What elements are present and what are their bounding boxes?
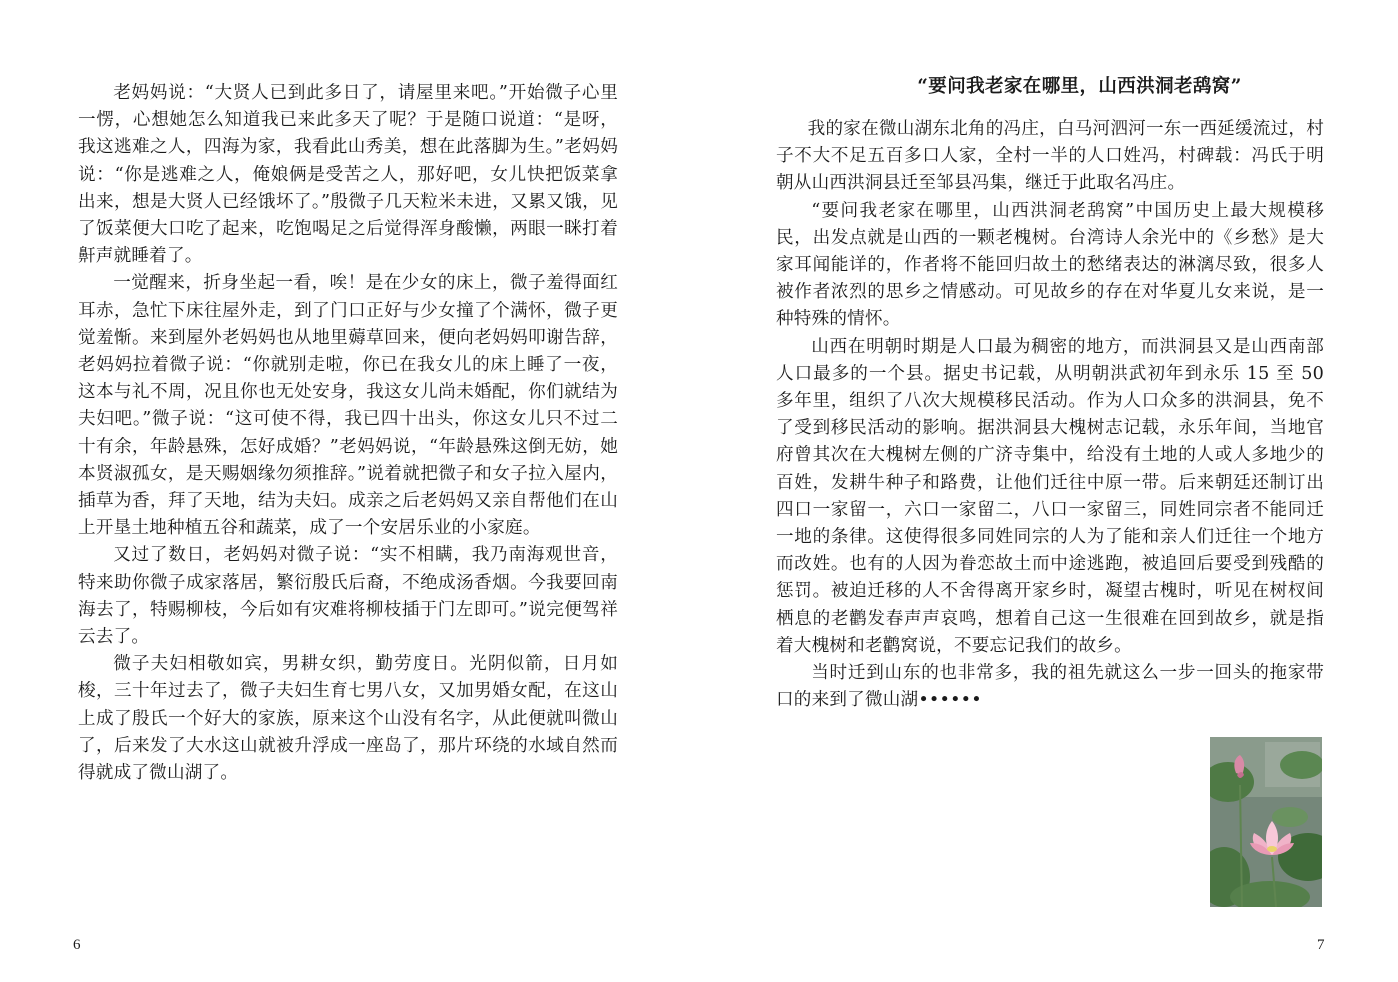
right-paragraph-3: 山西在明朝时期是人口最为稠密的地方，而洪洞县又是山西南部人口最多的一个县。据史书记载，从明朝洪武初年到永乐 15 至 50 多年里，组织了八次大规模移民活动。作为人口众多的洪洞县，免不了受到移民活动的影响。据洪洞县大槐树志记载，永乐年间，当地官府曾其次在大槐树左侧的广济寺集中，给没有土地的人或人多地少的百姓，发耕牛种子和路费，让他们迁往中原一带。后来朝廷还制订出四口一家留一，六口一家留二，八口一家留三，同姓同宗者不能同迁一地的条律。这使得很多同姓同宗的人为了能和亲人们迁往一个地方而改姓。也有的人因为眷恋故土而中途逃跑，被追回后要受到残酷的惩罚。被迫迁移的人不舍得离开家乡时，凝望古槐时，听见在树杈间栖息的老鹳发春声声哀鸣，想着自己这一生很难在回到故乡，就是指着大槐树和老鹳窝说，不要忘记我们的故乡。 bbox=[776, 336, 1324, 656]
left-paragraph-4: 微子夫妇相敬如宾，男耕女织，勤劳度日。光阴似箭，日月如梭，三十年过去了，微子夫妇生育七男八女，又加男婚女配，在这山上成了殷氏一个好大的家族，原来这个山没有名字，从此便就叫微山了，后来发了大水这山就被升浮成一座岛了，那片环绕的水域自然而得就成了微山湖了。 bbox=[78, 654, 618, 784]
right-paragraph-4: 当时迁到山东的也非常多，我的祖先就这么一步一回头的拖家带口的来到了微山湖•••••• bbox=[776, 663, 1324, 711]
right-paragraph-1: 我的家在微山湖东北角的冯庄，白马河泗河一东一西延缓流过，村子不大不足五百多口人家，全村一半的人口姓冯，村碑载：冯氏于明朝从山西洪洞县迁至邹县冯集，继迁于此取名冯庄。 bbox=[776, 119, 1324, 194]
chapter-title-text: “要问我老家在哪里，山西洪洞老鸹窝” bbox=[917, 76, 1242, 97]
left-text-column bbox=[78, 80, 618, 787]
left-paragraph-1: 老妈妈说：“大贤人已到此多日了，请屋里来吧。”开始微子心里一愣，心想她怎么知道我已来此多天了呢？于是随口说道：“是呀，我这逃难之人，四海为家，我看此山秀美，想在此落脚为生。”老妈妈说：“你是逃难之人，俺娘俩是受苦之人，那好吧，女儿快把饭菜拿出来，想是大贤人已经饿坏了。”殷微子几天粒米未进，又累又饿，见了饭菜便大口吃了起来，吃饱喝足之后觉得浑身酸懒，两眼一眯打着鼾声就睡着了。 bbox=[78, 83, 618, 267]
left-paragraph-2: 一觉醒来，折身坐起一看，唉！是在少女的床上，微子羞得面红耳赤，急忙下床往屋外走，到了门口正好与少女撞了个满怀，微子更觉羞惭。来到屋外老妈妈也从地里薅草回来，便向老妈妈叩谢告辞，老妈妈拉着微子说：“你就别走啦，你已在我女儿的床上睡了一夜，这本与礼不周，况且你也无处安身，我这女儿尚未婚配，你们就结为夫妇吧。”微子说：“这可使不得，我已四十出头，你这女儿只不过二十有余，年龄悬殊，怎好成婚？”老妈妈说，“年龄悬殊这倒无妨，她本贤淑孤女，是天赐姻缘勿须推辞。”说着就把微子和女子拉入屋内，插草为香，拜了天地，结为夫妇。成亲之后老妈妈又亲自帮他们在山上开垦土地种植五谷和蔬菜，成了一个安居乐业的小家庭。 bbox=[78, 273, 618, 539]
chapter-title bbox=[699, 72, 1398, 98]
lotus-flower-photo bbox=[1210, 737, 1322, 907]
right-paragraph-2: “要问我老家在哪里，山西洪洞老鸹窝”中国历史上最大规模移民，出发点就是山西的一颗老槐树。台湾诗人余光中的《乡愁》是大家耳闻能详的，作者将不能回归故土的愁绪表达的淋漓尽致，很多人被作者浓烈的思乡之情感动。可见故乡的存在对华夏儿女来说，是一种特殊的情怀。 bbox=[776, 200, 1324, 330]
page-number-right: 7 bbox=[1317, 937, 1325, 953]
right-page bbox=[699, 0, 1398, 982]
left-paragraph-3: 又过了数日，老妈妈对微子说：“实不相瞒，我乃南海观世音，特来助你微子成家落居，繁衍殷氏后裔，不绝成汤香烟。今我要回南海去了，特赐柳枝，今后如有灾难将柳枝插于门左即可。”说完便驾祥云去了。 bbox=[78, 545, 618, 648]
right-text-column bbox=[776, 116, 1324, 714]
page-number-left: 6 bbox=[73, 937, 81, 953]
lotus-flower-icon bbox=[1210, 737, 1322, 907]
